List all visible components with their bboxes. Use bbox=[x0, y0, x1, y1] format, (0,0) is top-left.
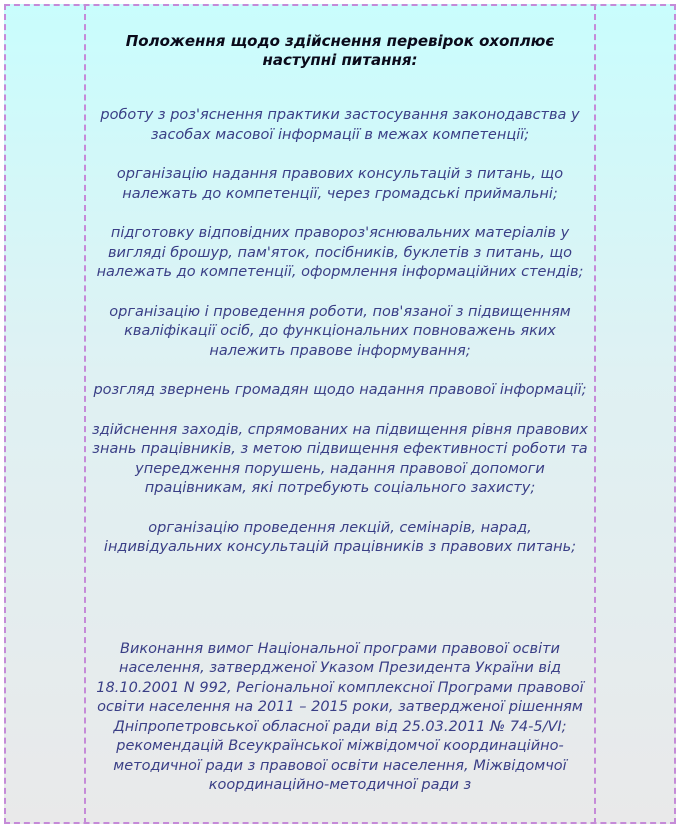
document-text bbox=[92, 32, 588, 816]
document-frame bbox=[4, 4, 676, 824]
frame-inner-divider-right bbox=[594, 4, 596, 824]
frame-border-left bbox=[4, 4, 6, 824]
frame-border-right bbox=[674, 4, 676, 824]
frame-border-bottom bbox=[4, 822, 676, 824]
list-item: організацію проведення лекцій, семінарів, нарад, індивідуальних консультацій працівників з правових питань; bbox=[103, 519, 577, 555]
list-item: організацію і проведення роботи, пов'язаної з підвищенням кваліфікації осіб, до функціональних повноважень яких належить правове інформування; bbox=[109, 303, 571, 359]
list-item: підготовку відповідних правороз'яснювальних матеріалів у вигляді брошур, пам'яток, посібників, буклетів з питань, що належать до компетенції, оформлення інформаційних стендів; bbox=[96, 225, 584, 280]
document-heading: Положення щодо здійснення перевірок охоплює наступні питання: bbox=[125, 32, 555, 69]
list-item: організацію надання правових консультацій з питань, що належать до компетенції, через громадські приймальні; bbox=[116, 166, 564, 202]
list-item: здійснення заходів, спрямованих на підвищення рівня правових знань працівників, з метою підвищення ефективності роботи та упередження порушень, надання правової допомоги працівникам, які потребують соціального захисту; bbox=[92, 421, 588, 496]
closing-paragraph: Виконання вимог Національної програми правової освіти населення, затвердженої Указом Президента України від 18.10.2001 N 992, Регіональної комплексної Програми правової освіти населення на 2011 – 2015 роки, затвердженої рішенням Дніпропетровської обласної ради від 25.03.2011 № 74-5/VI; рекомендацій Всеукраїнської міжвідомчої координаційно-методичної ради з правової освіти населення, Міжвідомчої координаційно-методичної ради з bbox=[96, 640, 584, 793]
list-item: роботу з роз'яснення практики застосування законодавства у засобах масової інформації в межах компетенції; bbox=[100, 107, 580, 143]
paragraph-gap bbox=[92, 578, 588, 640]
frame-border-top bbox=[4, 4, 676, 6]
frame-inner-divider-left bbox=[84, 4, 86, 824]
list-item: розгляд звернень громадян щодо надання правової інформації; bbox=[93, 382, 587, 398]
